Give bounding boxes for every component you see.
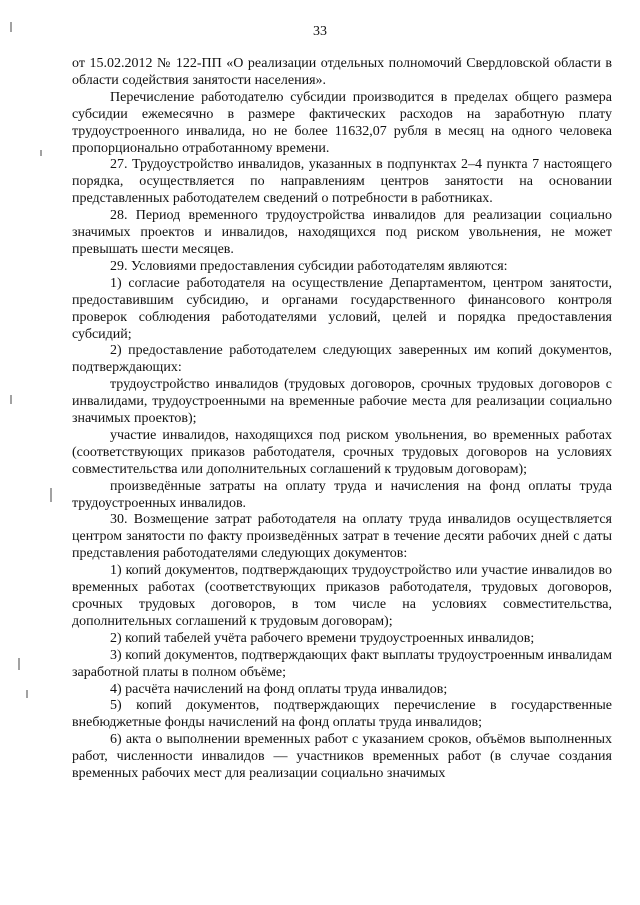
paragraph-30: 30. Возмещение затрат работодателя на оплату труда инвалидов осуществляется центром занятости по факту произведённых затрат в течение десяти рабочих дней с даты представления работодателями следующих документов: [72,512,612,562]
paragraph-28: 28. Период временного трудоустройства инвалидов для реализации социально значимых проектов и инвалидов, находящихся под риском увольнения, не может превышать шести месяцев. [72,208,612,257]
paragraph-30-item-2: 2) копий табелей учёта рабочего времени трудоустроенных инвалидов; [110,630,535,646]
paragraph-29-item-2: 2) предоставление работодателем следующих заверенных им копий документов, подтверждающих: [72,343,612,376]
paragraph-30-item-1: 1) копий документов, подтверждающих трудоустройство или участие инвалидов во временных работах (соответствующих приказов работодателя, трудовых договоров, срочных трудовых договоров, в том числе на условиях совместительства, дополнительных соглашений к трудовым договорам); [72,563,612,629]
paragraph-30-item-3: 3) копий документов, подтверждающих факт выплаты трудоустроенным инвалидам заработной платы в полном объёме; [72,647,612,680]
paragraph-29-item-2-temporary-work: участие инвалидов, находящихся под риском увольнения, во временных работах (соответствующих приказов работодателя, срочных трудовых договоров на условиях совместительства или дополнительных соглашений к трудовым договорам); [72,427,612,477]
paragraph-29: 29. Условиями предоставления субсидии работодателям являются: [110,258,508,274]
paragraph-continuation: от 15.02.2012 № 122-ПП «О реализации отдельных полномочий Свердловской области в области содействия занятости населения». [72,56,612,88]
page-number: 33 [313,24,327,39]
paragraph-30-item-6: 6) акта о выполнении временных работ с указанием сроков, объёмов выполненных работ, численности инвалидов — участников временных работ (в случае создания временных рабочих мест для реализации социально значимых [72,732,612,782]
paragraph-29-item-2-costs: произведённые затраты на оплату труда и начисления на фонд оплаты труда трудоустроенных инвалидов. [72,478,612,511]
paragraph-30-item-5: 5) копий документов, подтверждающих перечисление в государственные внебюджетные фонды начислений на фонд оплаты труда инвалидов; [72,698,612,731]
paragraph-30-item-4: 4) расчёта начислений на фонд оплаты труда инвалидов; [110,681,448,697]
paragraph-29-item-1: 1) согласие работодателя на осуществление Департаментом, центром занятости, предоставившим субсидию, и органами государственного финансового контроля проверок соблюдения работодателями условий, целей и порядка предоставления субсидий; [72,275,612,342]
paragraph-29-item-2-employment: трудоустройство инвалидов (трудовых договоров, срочных трудовых договоров с инвалидами, трудоустроенными на временные рабочие места для реализации социально значимых проектов); [72,377,612,427]
paragraph-subsidy-transfer: Перечисление работодателю субсидии производится в пределах общего размера субсидии ежемесячно в размере фактических расходов на заработную плату трудоустроенного инвалида, но не более 11632,07 рубля в месяц на одного человека пропорционально отработанному времени. [72,89,612,156]
document-body [72,56,612,783]
paragraph-27: 27. Трудоустройство инвалидов, указанных в подпунктах 2–4 пункта 7 настоящего порядка, осуществляется по направлениям центров занятости на основании представленных работодателем сведений о потребности в работниках. [72,157,612,207]
